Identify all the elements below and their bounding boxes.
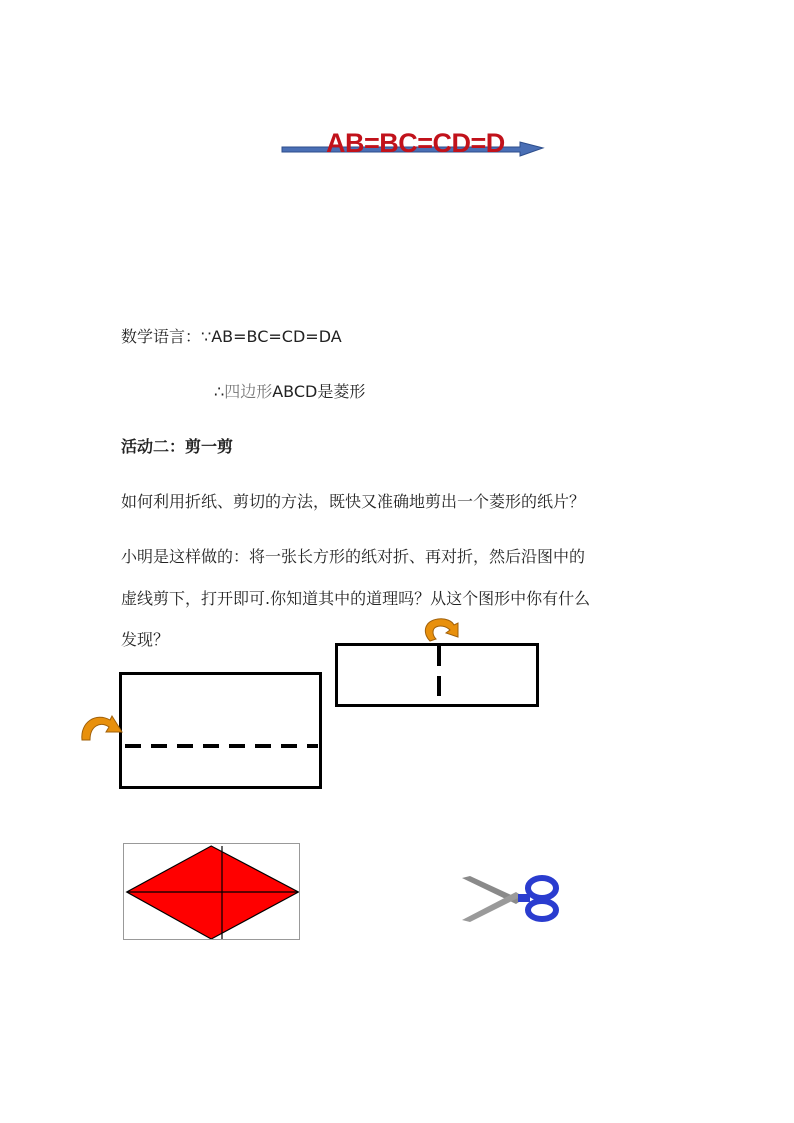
activity-description-line3: 发现？ [121, 630, 170, 649]
fold-arrow-icon [76, 710, 126, 744]
heading-banner [280, 126, 545, 160]
therefore-symbol: ∴ [214, 382, 225, 401]
rhombus-picture [123, 843, 300, 940]
horizontal-dashed-fold-line [122, 675, 319, 786]
heading-formula: AB=BC=CD=D [326, 128, 505, 158]
activity-title: 活动二：剪一剪 [121, 437, 234, 456]
activity-description-line2: 虚线剪下，打开即可.你知道其中的道理吗？从这个图形中你有什么 [121, 589, 591, 608]
conclusion-line [214, 382, 365, 402]
scissors-icon [460, 870, 566, 926]
conclusion-name: ABCD [272, 382, 318, 401]
paper-rectangle-vertical-fold [335, 643, 539, 707]
activity-question: 如何利用折纸、剪切的方法，既快又准确地剪出一个菱形的纸片？ [121, 492, 586, 511]
paper-rectangle-horizontal-fold [119, 672, 322, 789]
fold-arrow-icon [420, 615, 462, 645]
conclusion-prefix: 四边形 [224, 382, 273, 401]
conclusion-suffix: 是菱形 [317, 382, 366, 401]
vertical-dashed-fold-line [338, 646, 536, 704]
condition-text: AB=BC=CD=DA [211, 327, 342, 346]
because-symbol: ∵ [201, 327, 212, 346]
rhombus-shape [124, 844, 299, 939]
math-language-label: 数学语言： [121, 327, 202, 346]
activity-description-line1: 小明是这样做的：将一张长方形的纸对折、再对折，然后沿图中的 [121, 547, 586, 566]
math-language-line [121, 327, 342, 347]
